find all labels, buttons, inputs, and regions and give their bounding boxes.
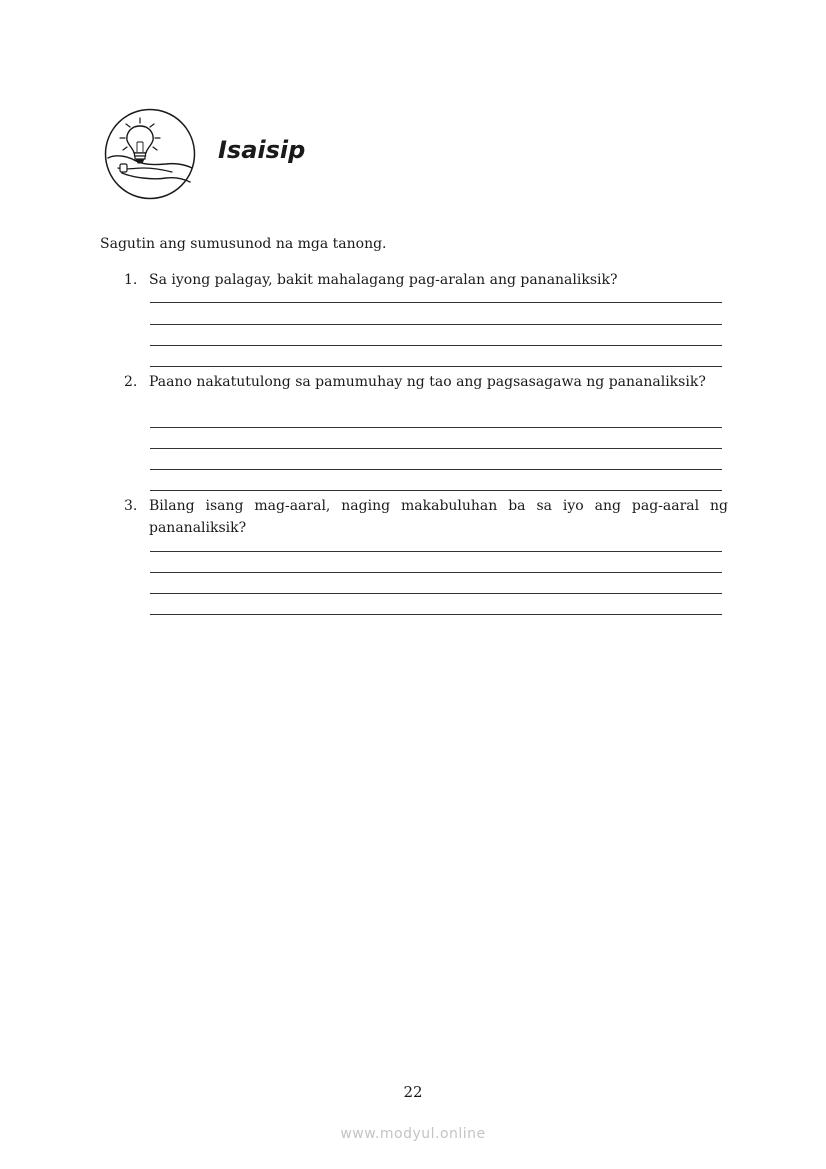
question-3 xyxy=(124,495,728,539)
page-number: 22 xyxy=(403,1083,423,1101)
answer-line[interactable] xyxy=(150,614,722,615)
answer-line[interactable] xyxy=(150,551,722,552)
answer-line[interactable] xyxy=(150,427,722,428)
question-text: Bilang isang mag-aaral, naging makabuluhan ba sa iyo ang pag-aaral ng pananaliksik? xyxy=(149,498,728,536)
question-1 xyxy=(124,269,728,291)
answer-line[interactable] xyxy=(150,490,722,491)
question-number: 2. xyxy=(124,374,138,390)
answer-line[interactable] xyxy=(150,366,722,367)
answer-line[interactable] xyxy=(150,345,722,346)
lightbulb-in-hand-icon xyxy=(104,108,196,200)
question-2 xyxy=(124,371,728,393)
answer-line[interactable] xyxy=(150,469,722,470)
answer-line[interactable] xyxy=(150,448,722,449)
watermark: www.modyul.online xyxy=(340,1126,486,1142)
answer-line[interactable] xyxy=(150,324,722,325)
question-text: Sa iyong palagay, bakit mahalagang pag-aralan ang pananaliksik? xyxy=(149,272,618,288)
instruction-text: Sagutin ang sumusunod na mga tanong. xyxy=(100,236,387,252)
section-title: Isaisip xyxy=(218,136,306,164)
answer-line[interactable] xyxy=(150,593,722,594)
question-number: 3. xyxy=(124,498,138,514)
answer-line[interactable] xyxy=(150,302,722,303)
question-text: Paano nakatutulong sa pamumuhay ng tao ang pagsasagawa ng pananaliksik? xyxy=(149,374,706,390)
answer-line[interactable] xyxy=(150,572,722,573)
question-number: 1. xyxy=(124,272,138,288)
